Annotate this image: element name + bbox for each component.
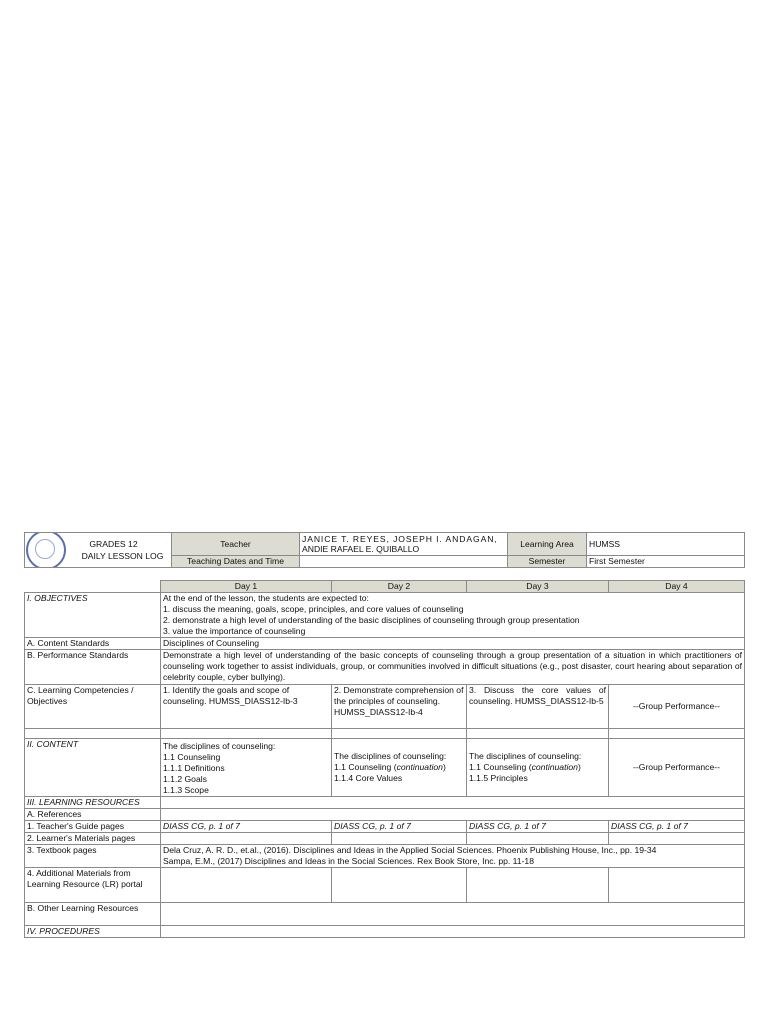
- content-day-1: [161, 739, 332, 797]
- teaching-dates-value: [300, 556, 508, 568]
- continuation-text: continuation: [396, 762, 443, 772]
- content-day-2: [332, 739, 467, 797]
- header-table: [24, 532, 745, 568]
- competency-day-1: 1. Identify the goals and scope of counseling. HUMSS_DIASS12-Ib-3: [161, 685, 332, 729]
- spacer-cell: [609, 729, 745, 739]
- content-line: The disciplines of counseling:: [334, 751, 447, 761]
- teacher-label: Teacher: [172, 533, 300, 556]
- other-resources-value: [161, 903, 745, 926]
- log-title: DAILY LESSON LOG: [81, 551, 164, 561]
- grades-label: GRADES 12: [89, 539, 138, 549]
- procedures-value: [161, 926, 745, 938]
- content-line: 1.1.5 Principles: [469, 773, 528, 783]
- performance-standards-label: B. Performance Standards: [25, 650, 161, 685]
- semester-label: Semester: [508, 556, 587, 568]
- spacer-cell: [161, 729, 332, 739]
- learning-resources-label: III. LEARNING RESOURCES: [25, 797, 161, 809]
- spacer-cell: [467, 729, 609, 739]
- learning-area-label: Learning Area: [508, 533, 587, 556]
- textbook-label: 3. Textbook pages: [25, 845, 161, 868]
- additional-materials-day-1: [161, 868, 332, 903]
- objectives-line: 2. demonstrate a high level of understanding of the basic disciplines of counseling through group presentation: [163, 615, 580, 625]
- additional-materials-day-2: [332, 868, 467, 903]
- teachers-guide-label: 1. Teacher's Guide pages: [25, 821, 161, 833]
- objectives-line: 1. discuss the meaning, goals, scope, principles, and core values of counseling: [163, 604, 464, 614]
- teachers-guide-day-1: DIASS CG, p. 1 of 7: [161, 821, 332, 833]
- content-line: [469, 762, 606, 773]
- day-4-header: Day 4: [609, 581, 745, 593]
- performance-standards-value: Demonstrate a high level of understanding of the basic concepts of counseling through a group presentation of a situation in which practitioners of counseling work together to assist individuals, group, or communities involved in difficult situations (e.g., post disaster, court hearing about separation of celebrity couple, cyber bullying).: [161, 650, 745, 685]
- teaching-dates-label: Teaching Dates and Time: [172, 556, 300, 568]
- content-line: 1.1 Counseling: [163, 752, 221, 762]
- content-line: 1.1.3 Scope: [163, 785, 209, 795]
- content-line: 1.1.1 Definitions: [163, 763, 225, 773]
- day-2-header: Day 2: [332, 581, 467, 593]
- learners-materials-day-4: [609, 833, 745, 845]
- other-resources-label: B. Other Learning Resources: [25, 903, 161, 926]
- content-standards-label: A. Content Standards: [25, 638, 161, 650]
- content-day-4: --Group Performance--: [609, 739, 745, 797]
- learners-materials-day-1: [161, 833, 332, 845]
- competencies-label-line2: Objectives: [27, 696, 68, 706]
- teacher-value-line1: JANICE T. REYES, JOSEPH I. ANDAGAN,: [302, 534, 498, 544]
- additional-materials-label: 4. Additional Materials from Learning Resource (LR) portal: [25, 868, 161, 903]
- teachers-guide-day-2: DIASS CG, p. 1 of 7: [332, 821, 467, 833]
- objectives-line: 3. value the importance of counseling: [163, 626, 306, 636]
- day-3-header: Day 3: [467, 581, 609, 593]
- content-label: II. CONTENT: [25, 739, 161, 797]
- content-text: 1.1 Counseling (: [469, 762, 532, 772]
- learners-materials-label: 2. Learner's Materials pages: [25, 833, 161, 845]
- content-day-3: [467, 739, 609, 797]
- content-standards-value: Disciplines of Counseling: [161, 638, 745, 650]
- deped-seal-icon: [26, 533, 66, 568]
- textbook-line: Dela Cruz, A. R. D., et.al., (2016). Disciplines and Ideas in the Applied Social Sciences. Phoenix Publishing House, Inc., pp. 19-34: [163, 845, 657, 855]
- content-line: [334, 762, 464, 773]
- competency-day-3: 3. Discuss the core values of counseling. HUMSS_DIASS12-Ib-5: [467, 685, 609, 729]
- continuation-text: continuation: [531, 762, 578, 772]
- teachers-guide-day-3: DIASS CG, p. 1 of 7: [467, 821, 609, 833]
- content-line: The disciplines of counseling:: [469, 751, 582, 761]
- blank-corner: [25, 581, 161, 593]
- competency-day-4: --Group Performance--: [609, 685, 745, 729]
- content-line: The disciplines of counseling:: [163, 741, 276, 751]
- competencies-label: [25, 685, 161, 729]
- references-label: A. References: [25, 809, 161, 821]
- procedures-label: IV. PROCEDURES: [25, 926, 161, 938]
- additional-materials-day-3: [467, 868, 609, 903]
- competencies-label-line1: C. Learning Competencies /: [27, 685, 134, 695]
- spacer-cell: [25, 729, 161, 739]
- teacher-value-line2: ANDIE RAFAEL E. QUIBALLO: [302, 544, 420, 554]
- content-line: 1.1.4 Core Values: [334, 773, 403, 783]
- content-text: ): [442, 762, 446, 772]
- additional-materials-day-4: [609, 868, 745, 903]
- content-line: 1.1.2 Goals: [163, 774, 207, 784]
- learners-materials-day-2: [332, 833, 467, 845]
- daily-lesson-log: [24, 532, 744, 938]
- day-1-header: Day 1: [161, 581, 332, 593]
- textbook-line: Sampa, E.M., (2017) Disciplines and Ideas in the Social Sciences. Rex Book Store, Inc. pp. 11-18: [163, 856, 534, 866]
- semester-value: First Semester: [587, 556, 745, 568]
- content-text: 1.1 Counseling (: [334, 762, 397, 772]
- header-title-cell: [25, 533, 172, 568]
- objectives-label: I. OBJECTIVES: [25, 593, 161, 638]
- learning-resources-value: [161, 797, 745, 809]
- lesson-table: [24, 580, 745, 938]
- spacer-cell: [332, 729, 467, 739]
- learners-materials-day-3: [467, 833, 609, 845]
- teachers-guide-day-4: DIASS CG, p. 1 of 7: [609, 821, 745, 833]
- teacher-value: [300, 533, 508, 556]
- objectives-value: [161, 593, 745, 638]
- competency-day-2: 2. Demonstrate comprehension of the principles of counseling. HUMSS_DIASS12-Ib-4: [332, 685, 467, 729]
- textbook-value: [161, 845, 745, 868]
- content-text: ): [577, 762, 581, 772]
- references-value: [161, 809, 745, 821]
- objectives-line: At the end of the lesson, the students are expected to:: [163, 593, 369, 603]
- learning-area-value: HUMSS: [587, 533, 745, 556]
